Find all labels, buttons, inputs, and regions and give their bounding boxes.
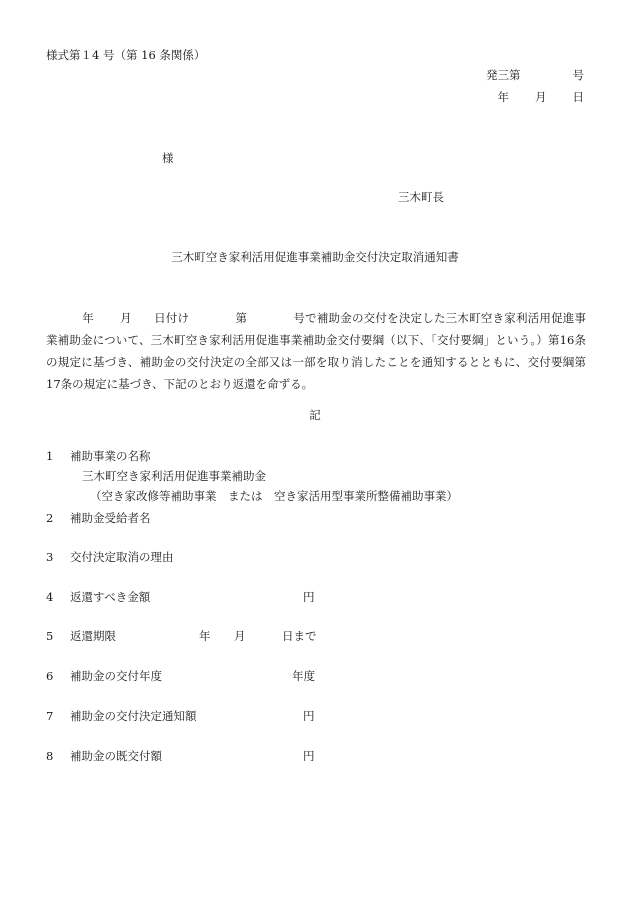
item-label: 補助金の交付決定通知額 (70, 709, 197, 723)
item-label: 交付決定取消の理由 (70, 550, 174, 564)
item-number: 6 (46, 669, 54, 683)
item-number: 4 (46, 590, 54, 604)
ki-heading: 記 (309, 408, 321, 422)
document-title: 三木町空き家利活用促進事業補助金交付決定取消通知書 (171, 250, 459, 264)
item-2 (46, 513, 151, 525)
item-label: 補助金の交付年度 (70, 669, 162, 683)
item-6-unit: 年度 (292, 669, 315, 683)
item-6 (46, 671, 162, 683)
body-rest: 号で補助金の交付を決定した三木町空き家利活用促進事業補助金について、三木町空き家利活用促進事業補助金交付要綱（以下、「交付要綱」という。）第16条の規定に基づき、補助金の交付決定の全部又は一部を取り消したことを通知するとともに、交付要綱第17条の規定に基づき、下記のとおり返還を命ずる。 (46, 311, 587, 391)
sender: 三木町長 (398, 190, 444, 204)
item-number: 3 (46, 550, 54, 564)
item-number: 1 (46, 449, 54, 463)
item-5 (46, 631, 116, 643)
body-dai: 第 (235, 311, 248, 325)
issue-number (486, 70, 584, 82)
date-month: 月 (535, 90, 547, 104)
date-year: 年 (497, 90, 509, 104)
recipient-suffix: 様 (162, 151, 174, 165)
item-number: 5 (46, 629, 54, 643)
item-5-day: 日まで (282, 629, 317, 643)
item-4-unit: 円 (303, 590, 315, 604)
body-month: 月 (119, 311, 132, 325)
item-1-detail2: （空き家改修等補助事業 または 空き家活用型事業所整備補助事業） (90, 489, 458, 503)
item-label: 返還期限 (70, 629, 116, 643)
date-day: 日 (572, 90, 584, 104)
item-label: 補助事業の名称 (70, 449, 151, 463)
item-1-detail: 三木町空き家利活用促進事業補助金 (82, 469, 266, 483)
form-number: 様式第１4 号（第 16 条関係） (46, 48, 206, 62)
body-paragraph (46, 307, 586, 395)
item-7 (46, 711, 197, 723)
item-label: 補助金受給者名 (70, 511, 151, 525)
item-8-unit: 円 (303, 749, 315, 763)
issue-date (498, 92, 585, 104)
item-7-unit: 円 (303, 709, 315, 723)
body-day: 日付け (153, 311, 190, 325)
item-5-year: 年 (199, 629, 211, 643)
item-8 (46, 751, 162, 763)
issue-suffix: 号 (572, 68, 584, 82)
item-number: 8 (46, 749, 54, 763)
item-number: 7 (46, 709, 54, 723)
item-5-month: 月 (234, 629, 246, 643)
issue-prefix: 発三第 (486, 68, 521, 82)
item-3 (46, 552, 174, 564)
body-year: 年 (82, 311, 94, 325)
item-1 (46, 451, 151, 463)
item-4 (46, 592, 150, 604)
item-label: 返還すべき金額 (70, 590, 151, 604)
item-label: 補助金の既交付額 (70, 749, 162, 763)
item-number: 2 (46, 511, 54, 525)
